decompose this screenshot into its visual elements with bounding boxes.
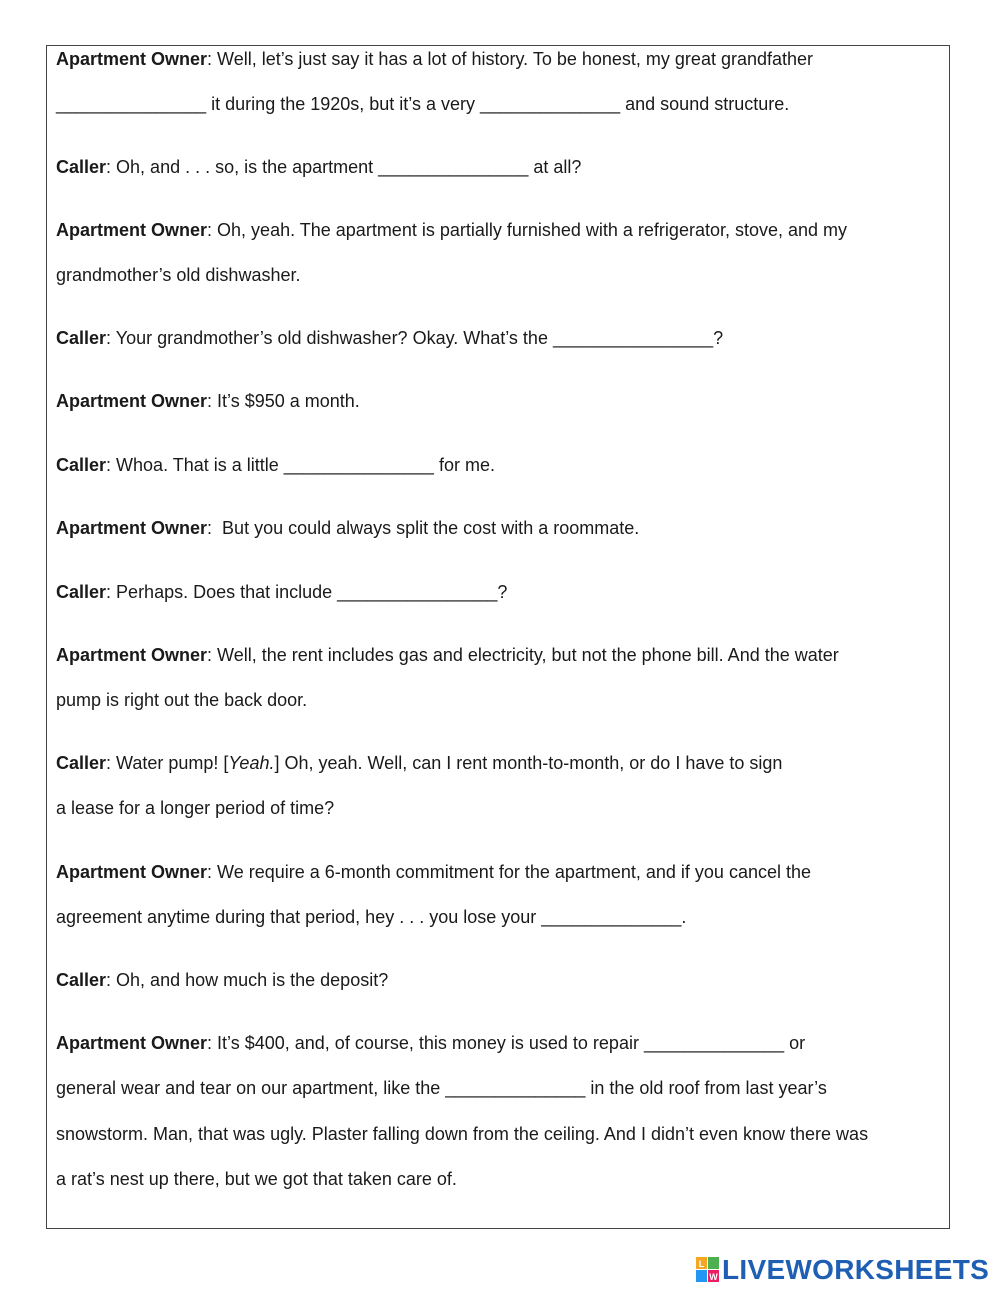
logo-text: LIVEWORKSHEETS (722, 1254, 990, 1285)
logo-mark-letter: W (709, 1272, 718, 1282)
dialogue-line: Apartment Owner: But you could always split the cost with a roommate. (56, 518, 640, 538)
dialogue-line: Apartment Owner: We require a 6-month commitment for the apartment, and if you cancel the (56, 862, 812, 882)
dialogue-line: Caller: Oh, and how much is the deposit? (56, 970, 389, 990)
dialogue-line: Caller: Oh, and . . . so, is the apartment _______________ at all? (56, 157, 582, 177)
dialogue-line: _______________ it during the 1920s, but it’s a very ______________ and sound structure. (56, 94, 790, 114)
dialogue-line: a lease for a longer period of time? (56, 798, 335, 818)
dialogue-line: Apartment Owner: Oh, yeah. The apartment is partially furnished with a refrigerator, stove, and my (56, 220, 848, 240)
dialogue-line: snowstorm. Man, that was ugly. Plaster falling down from the ceiling. And I didn’t even know there was (56, 1124, 869, 1144)
dialogue-line: grandmother’s old dishwasher. (56, 265, 301, 285)
dialogue-line: Apartment Owner: Well, the rent includes gas and electricity, but not the phone bill. And the water (56, 645, 839, 665)
dialogue-line: Caller: Perhaps. Does that include ________________? (56, 582, 508, 602)
dialogue-line: pump is right out the back door. (56, 690, 308, 710)
dialogue-line: a rat’s nest up there, but we got that taken care of. (56, 1169, 457, 1189)
dialogue-line: Caller: Water pump! [Yeah.] Oh, yeah. Well, can I rent month-to-month, or do I have to sign (56, 753, 783, 773)
dialogue-line: Apartment Owner: It’s $400, and, of course, this money is used to repair ______________ or (56, 1033, 806, 1053)
dialogue-line: general wear and tear on our apartment, like the ______________ in the old roof from last year’s (56, 1078, 827, 1098)
liveworksheets-logo-icon (696, 1257, 720, 1283)
logo-mark-letter: L (698, 1259, 705, 1269)
dialogue-line: Caller: Whoa. That is a little _______________ for me. (56, 455, 495, 475)
dialogue-line: Caller: Your grandmother’s old dishwasher? Okay. What’s the ________________? (56, 328, 724, 348)
dialogue-line: agreement anytime during that period, hey . . . you lose your ______________. (56, 907, 687, 927)
liveworksheets-logo[interactable] (696, 1256, 989, 1284)
dialogue-line: Apartment Owner: It’s $950 a month. (56, 391, 360, 411)
dialogue-line: Apartment Owner: Well, let’s just say it has a lot of history. To be honest, my great grandfather (56, 49, 814, 69)
